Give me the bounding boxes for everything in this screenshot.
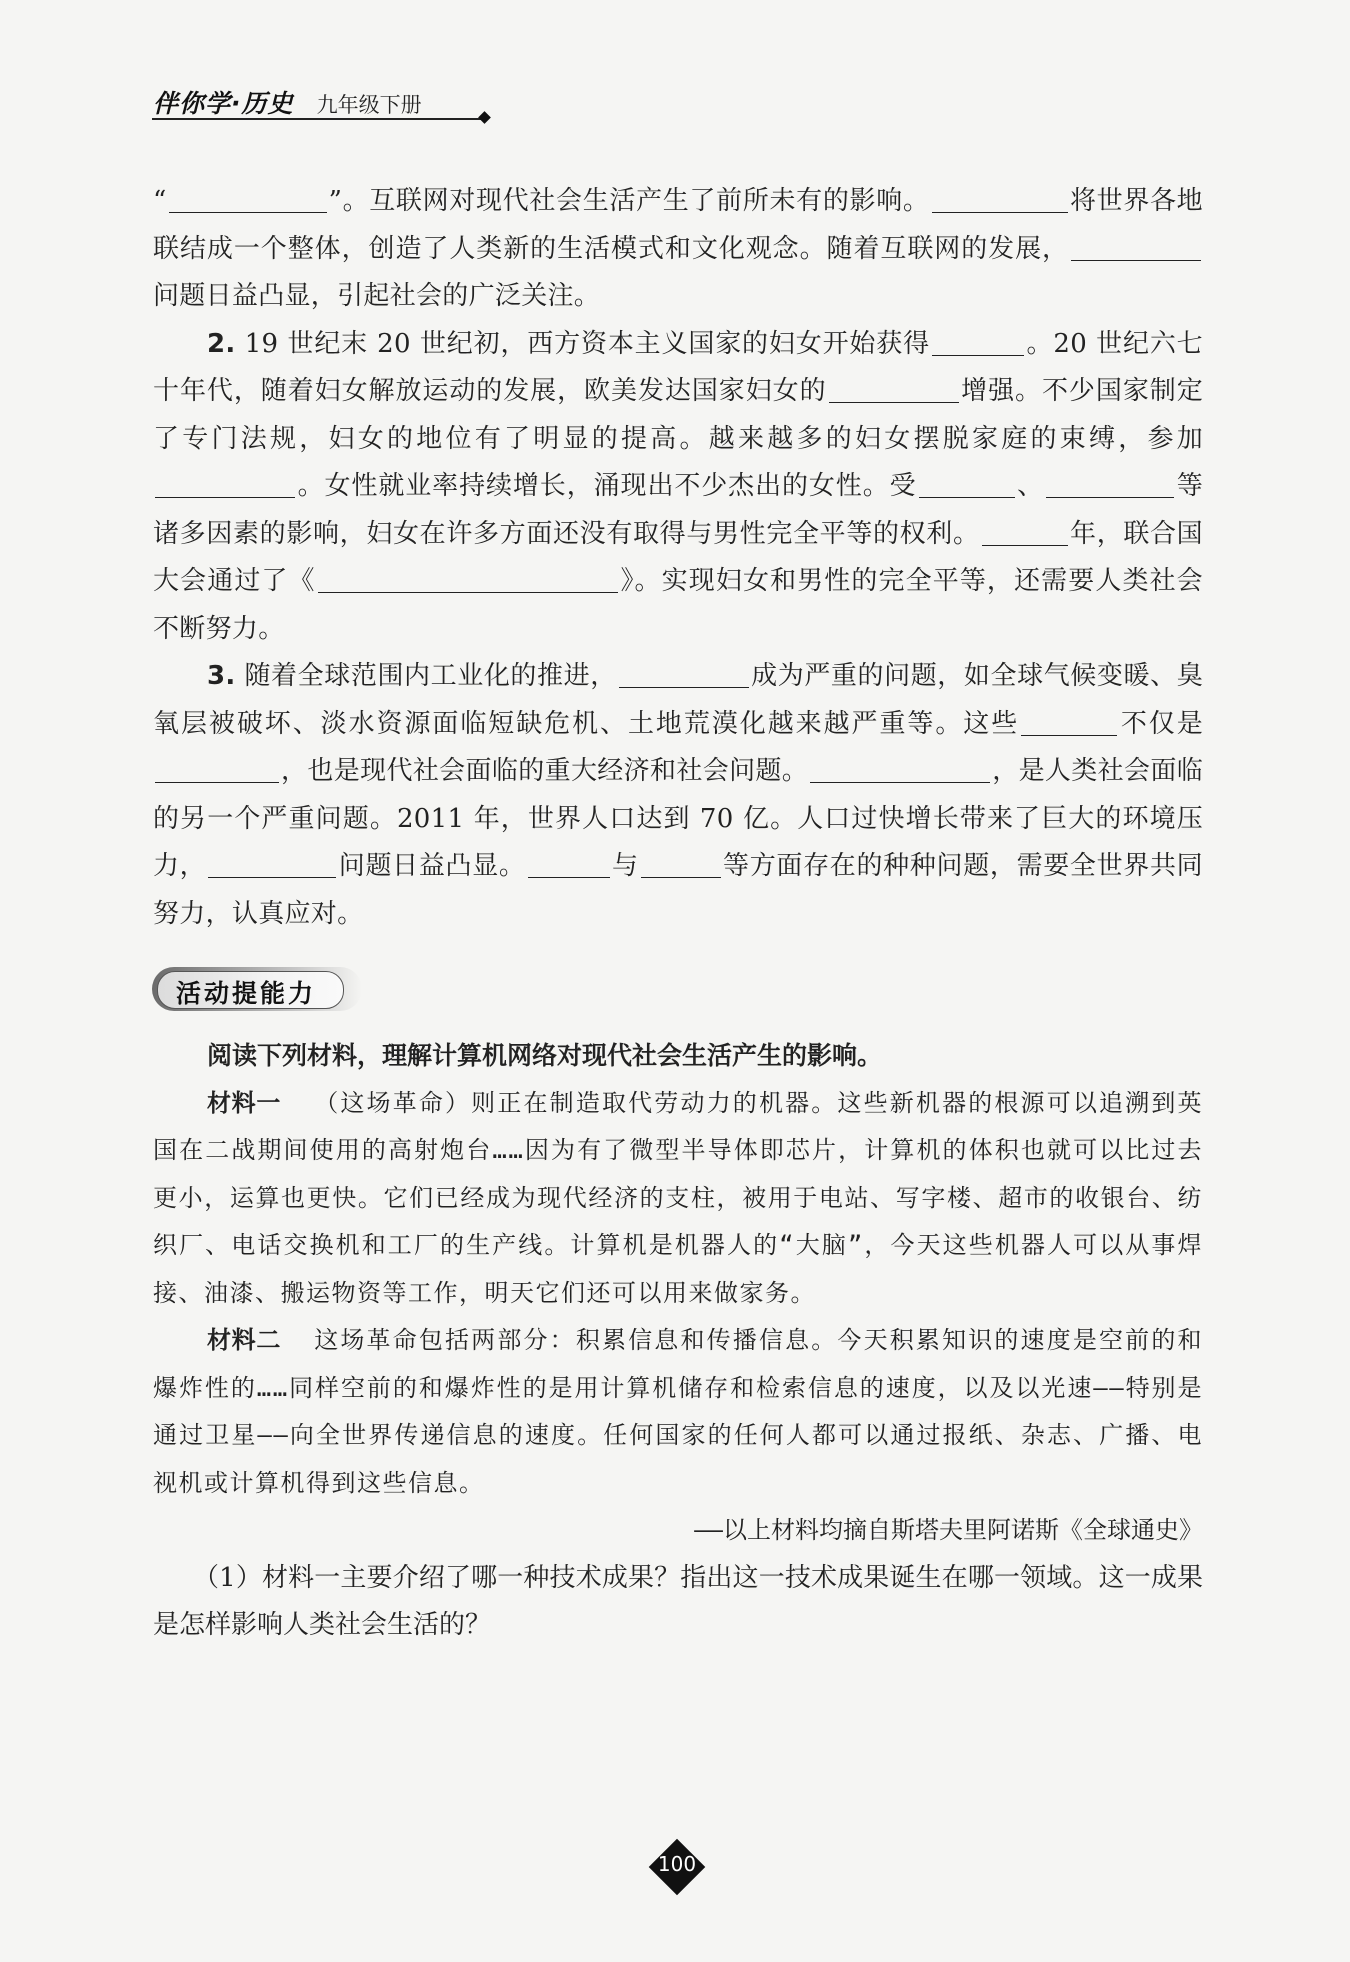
answer-blank[interactable]	[155, 471, 295, 498]
question-1: （1）材料一主要介绍了哪一种技术成果？指出这一技术成果诞生在哪一领域。这一成果是怎样影响人类社会生活的？	[153, 1562, 1203, 1640]
activity-badge-label: 活动提能力	[176, 979, 317, 1008]
answer-blank[interactable]	[982, 519, 1068, 546]
question-number: 3.	[207, 661, 236, 691]
activity-instruction: 阅读下列材料，理解计算机网络对现代社会生活产生的影响。	[207, 1041, 883, 1070]
grade-label: 九年级下册	[316, 93, 422, 117]
answer-blank[interactable]	[641, 851, 721, 878]
question-3: 3. 随着全球范围内工业化的推进， 成为严重的问题，如全球气候变暖、臭氧层被破坏、淡水资源面临短缺危机、土地荒漠化越来越严重等。这些 不仅是，也是现代社会面临的重大经济和社会问题。 ，是人类社会面临的另一个严重问题。2011 年，世界人口达到 70 亿。人口过快增长带来了巨大的环境压力， 问题日益凸显。 与 等方面存在的种种问题，需要全世界共同努力，认真应对。	[153, 661, 1203, 929]
book-brand: 伴你学·历史	[153, 89, 294, 118]
material-two: 材料二 这场革命包括两部分：积累信息和传播信息。今天积累知识的速度是空前的和爆炸性的……同样空前的和爆炸性的是用计算机储存和检索信息的速度，以及以光速——特别是通过卫星——向全世界传递信息的速度。任何国家的任何人都可以通过报纸、杂志、广播、电视机或计算机得到这些信息。	[153, 1326, 1204, 1497]
answer-blank[interactable]	[528, 851, 610, 878]
answer-blank[interactable]	[169, 186, 327, 213]
answer-blank[interactable]	[208, 851, 336, 878]
answer-blank[interactable]	[1021, 709, 1117, 736]
question-2: 2. 19 世纪末 20 世纪初，西方资本主义国家的妇女开始获得 。20 世纪六七十年代，随着妇女解放运动的发展，欧美发达国家妇女的 增强。不少国家制定了专门法规，妇女的地位有了明显的提高。越来越多的妇女摆脱家庭的束缚，参加。女性就业率持续增长，涌现出不少杰出的女性。受 、 等诸多因素的影响，妇女在许多方面还没有取得与男性完全平等的权利。 年，联合国大会通过了《 》。实现妇女和男性的完全平等，还需要人类社会不断努力。	[153, 328, 1203, 644]
answer-blank[interactable]	[619, 661, 749, 688]
fill-in-section	[153, 178, 1203, 938]
material-one-label: 材料一	[207, 1088, 281, 1117]
material-source: ——以上材料均摘自斯塔夫里阿诺斯《全球通史》	[694, 1516, 1203, 1544]
answer-blank[interactable]	[932, 329, 1024, 356]
question-1-continuation: “ ”。互联网对现代社会生活产生了前所未有的影响。 将世界各地联结成一个整体，创造了人类新的生活模式和文化观念。随着互联网的发展，问题日益凸显，引起社会的广泛关注。	[153, 186, 1203, 311]
answer-blank[interactable]	[810, 756, 990, 783]
header-rule	[152, 118, 482, 120]
answer-blank[interactable]	[155, 756, 279, 783]
material-one: 材料一 （这场革命）则正在制造取代劳动力的机器。这些新机器的根源可以追溯到英国在二战期间使用的高射炮台……因为有了微型半导体即芯片，计算机的体积也就可以比过去更小，运算也更快。它们已经成为现代经济的支柱，被用于电站、写字楼、超市的收银台、纺织厂、电话交换机和工厂的生产线。计算机是机器人的“大脑”，今天这些机器人可以从事焊接、油漆、搬运物资等工作，明天它们还可以用来做家务。	[153, 1088, 1204, 1307]
activity-section	[153, 1032, 1203, 1650]
answer-blank[interactable]	[1046, 471, 1174, 498]
answer-blank[interactable]	[318, 566, 618, 593]
page-number: 100	[648, 1838, 706, 1896]
activity-badge	[152, 967, 362, 1011]
material-two-label: 材料二	[207, 1326, 281, 1354]
answer-blank[interactable]	[1071, 234, 1201, 261]
answer-blank[interactable]	[829, 376, 959, 403]
answer-blank[interactable]	[919, 471, 1015, 498]
question-number: 2.	[207, 328, 236, 359]
answer-blank[interactable]	[932, 186, 1068, 213]
